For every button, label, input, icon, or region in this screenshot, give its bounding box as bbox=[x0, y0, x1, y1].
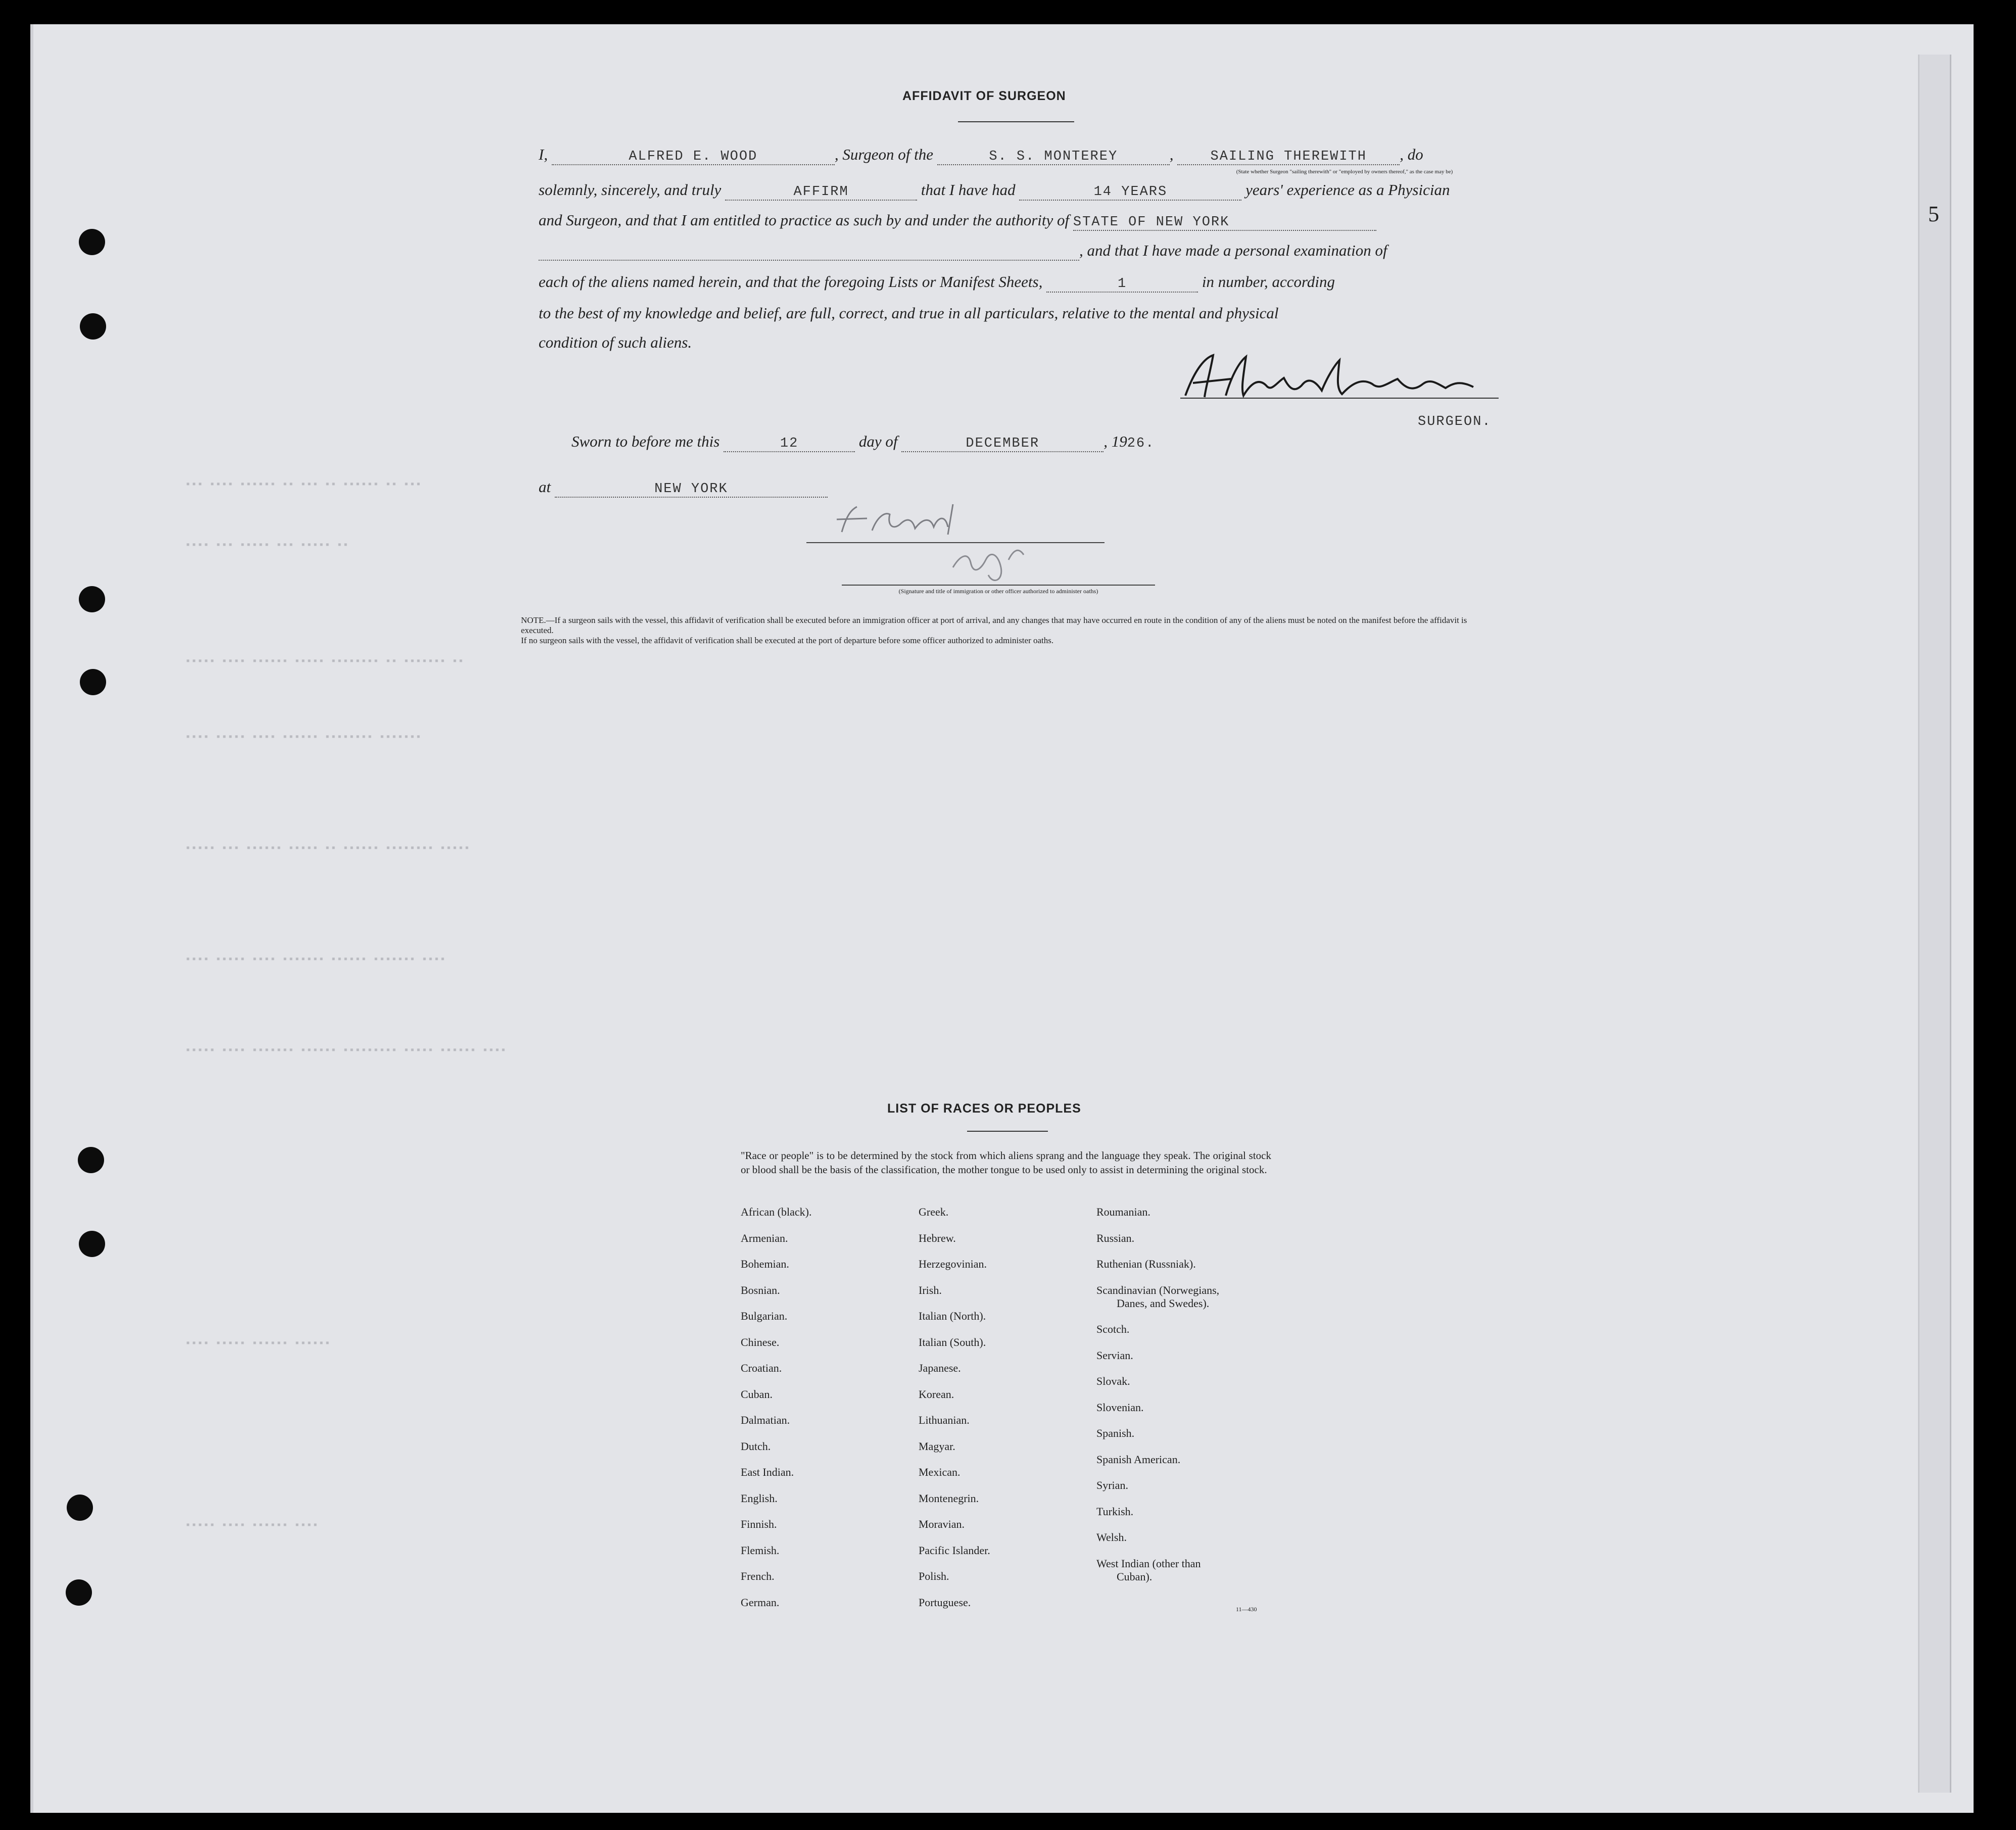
binder-hole bbox=[67, 1495, 93, 1521]
bleed-through-text: ▪▪▪▪ ▪▪▪▪▪ ▪▪▪▪ ▪▪▪▪▪▪▪ ▪▪▪▪▪▪ ▪▪▪▪▪▪▪ ▪▪▪▪ bbox=[185, 954, 446, 966]
race-item: Herzegovinian. bbox=[919, 1258, 987, 1270]
form-code: 11—430 bbox=[1236, 1606, 1257, 1613]
race-item: Irish. bbox=[919, 1283, 942, 1296]
race-item: Turkish. bbox=[1096, 1505, 1134, 1518]
race-item: Syrian. bbox=[1096, 1479, 1128, 1491]
race-item: Bohemian. bbox=[741, 1258, 789, 1270]
race-item: Spanish. bbox=[1096, 1427, 1135, 1439]
race-item: Italian (South). bbox=[919, 1335, 986, 1349]
sworn-line: Sworn to before me this 12 day of DECEMBER , 1926. bbox=[571, 432, 1155, 451]
race-item: Slovak. bbox=[1096, 1375, 1130, 1387]
race-item: German. bbox=[741, 1596, 780, 1609]
race-item: Flemish. bbox=[741, 1544, 780, 1557]
sworn-month-field: DECEMBER bbox=[901, 436, 1103, 452]
sworn-day-field: 12 bbox=[724, 436, 855, 452]
affidavit-line-3: and Surgeon, and that I am entitled to practice as such by and under the authority of STATE OF NEW YORK bbox=[539, 211, 1376, 231]
race-item: Servian. bbox=[1096, 1349, 1133, 1362]
binder-hole bbox=[66, 1579, 92, 1606]
races-title: LIST OF RACES OR PEOPLES bbox=[887, 1101, 1081, 1116]
vessel-field: S. S. MONTEREY bbox=[937, 149, 1170, 165]
bleed-through-text: ▪▪▪ ▪▪▪▪ ▪▪▪▪▪▪ ▪▪ ▪▪▪ ▪▪ ▪▪▪▪▪▪ ▪▪ ▪▪▪ bbox=[185, 479, 422, 491]
race-item: Italian (North). bbox=[919, 1310, 986, 1322]
race-item: Chinese. bbox=[741, 1335, 780, 1349]
race-item: Danes, and Swedes). bbox=[1117, 1296, 1210, 1310]
races-title-rule bbox=[967, 1131, 1048, 1132]
race-item: Dutch. bbox=[741, 1439, 771, 1453]
sheets-count-field: 1 bbox=[1046, 276, 1198, 293]
race-item: Mexican. bbox=[919, 1466, 961, 1478]
race-item: Korean. bbox=[919, 1387, 954, 1401]
sworn-year-field: 26. bbox=[1127, 436, 1155, 451]
affidavit-line-6: to the best of my knowledge and belief, are full, correct, and true in all particulars, relative to the mental and physical bbox=[539, 304, 1279, 322]
race-item: Moravian. bbox=[919, 1518, 965, 1530]
authority-field: STATE OF NEW YORK bbox=[1073, 215, 1376, 231]
authority-continuation-field bbox=[539, 242, 1079, 261]
affidavit-line-2: solemnly, sincerely, and truly AFFIRM that I have had 14 YEARS years' experience as a Physician bbox=[539, 181, 1450, 200]
race-item: Spanish American. bbox=[1096, 1453, 1181, 1466]
race-item: Roumanian. bbox=[1096, 1206, 1150, 1218]
sworn-place-field: NEW YORK bbox=[555, 481, 828, 498]
race-item: Lithuanian. bbox=[919, 1414, 970, 1426]
race-item: Croatian. bbox=[741, 1362, 782, 1374]
race-item: Bulgarian. bbox=[741, 1310, 788, 1322]
race-item: Finnish. bbox=[741, 1518, 777, 1530]
page-number: 5 bbox=[1928, 202, 1939, 226]
races-column-2 bbox=[919, 1206, 990, 1622]
race-item: Hebrew. bbox=[919, 1231, 956, 1244]
bleed-through-text: ▪▪▪▪ ▪▪▪▪▪ ▪▪▪▪▪▪ ▪▪▪▪▪▪ bbox=[185, 1338, 331, 1350]
affidavit-note: NOTE.—If a surgeon sails with the vessel, this affidavit of verification shall be executed before an immigration officer at port of arrival, and any changes that may have occurred en route in the condition of any of the aliens must be noted on the manifest before the affidavit is executed. If no surgeon sails with the vessel, the affidavit of verification shall be executed at the port of departure before some officer authorized to administer oaths. bbox=[521, 615, 1467, 645]
race-item: Welsh. bbox=[1096, 1531, 1127, 1544]
affidavit-title: AFFIDAVIT OF SURGEON bbox=[902, 89, 1066, 103]
bleed-through-text: ▪▪▪▪ ▪▪▪ ▪▪▪▪▪ ▪▪▪ ▪▪▪▪▪ ▪▪ bbox=[185, 540, 349, 551]
surgeon-name-field: ALFRED E. WOOD bbox=[552, 149, 835, 165]
race-item: Japanese. bbox=[919, 1362, 961, 1374]
binder-hole bbox=[79, 586, 105, 612]
race-item: Magyar. bbox=[919, 1439, 955, 1453]
race-item: Portuguese. bbox=[919, 1596, 971, 1609]
binder-hole bbox=[79, 229, 105, 255]
race-item: Scandinavian (Norwegians, bbox=[1096, 1283, 1220, 1296]
race-item: Scotch. bbox=[1096, 1323, 1130, 1335]
race-item: French. bbox=[741, 1570, 775, 1582]
officer-caption: (Signature and title of immigration or other officer authorized to administer oaths) bbox=[898, 588, 1098, 595]
capacity-field: SAILING THEREWITH bbox=[1177, 149, 1400, 165]
race-item: Polish. bbox=[919, 1570, 949, 1582]
officer-signature bbox=[801, 499, 1155, 590]
affidavit-line-4: , and that I have made a personal examination of bbox=[539, 242, 1387, 261]
oath-type-field: AFFIRM bbox=[725, 184, 917, 201]
bleed-through-text: ▪▪▪▪▪ ▪▪▪▪ ▪▪▪▪▪▪ ▪▪▪▪▪ ▪▪▪▪▪▪▪▪ ▪▪ ▪▪▪▪▪▪▪ ▪▪ bbox=[185, 656, 464, 667]
binder-hole bbox=[78, 1147, 104, 1173]
race-item: Cuban). bbox=[1117, 1570, 1153, 1583]
race-item: English. bbox=[741, 1491, 778, 1505]
title-rule bbox=[958, 121, 1074, 122]
race-item: Montenegrin. bbox=[919, 1491, 979, 1505]
affidavit-line-7: condition of such aliens. bbox=[539, 333, 692, 351]
race-item: Greek. bbox=[919, 1206, 949, 1218]
surgeon-title: SURGEON. bbox=[1418, 414, 1492, 429]
binder-hole bbox=[80, 313, 106, 340]
page-stack-edge bbox=[1918, 55, 1951, 1793]
bleed-through-text: ▪▪▪▪▪ ▪▪▪▪ ▪▪▪▪▪▪▪ ▪▪▪▪▪▪ ▪▪▪▪▪▪▪▪▪ ▪▪▪▪▪ ▪▪▪▪▪▪ ▪▪▪▪ bbox=[185, 1045, 507, 1056]
binder-hole bbox=[80, 669, 106, 695]
race-item: African (black). bbox=[741, 1206, 812, 1218]
race-item: Pacific Islander. bbox=[919, 1544, 990, 1557]
binder-hole bbox=[79, 1231, 105, 1257]
races-column-3 bbox=[1096, 1206, 1219, 1596]
bleed-through-text: ▪▪▪▪ ▪▪▪▪▪ ▪▪▪▪ ▪▪▪▪▪▪ ▪▪▪▪▪▪▪▪ ▪▪▪▪▪▪▪ bbox=[185, 732, 422, 743]
races-column-1 bbox=[741, 1206, 811, 1622]
bleed-through-text: ▪▪▪▪▪ ▪▪▪▪ ▪▪▪▪▪▪ ▪▪▪▪ bbox=[185, 1520, 319, 1531]
sworn-place-line: at NEW YORK bbox=[539, 478, 828, 498]
races-intro: "Race or people" is to be determined by the stock from which aliens sprang and the language they speak. The original stock or blood shall be the basis of the classification, the mother tongue to be used only to assist in determining the original stock. bbox=[741, 1149, 1271, 1176]
race-item: West Indian (other than bbox=[1096, 1557, 1201, 1570]
race-item: Cuban. bbox=[741, 1387, 773, 1401]
capacity-note: (State whether Surgeon "sailing therewith" or "employed by owners thereof," as the case may be) bbox=[1236, 169, 1453, 175]
race-item: Slovenian. bbox=[1096, 1401, 1144, 1414]
affidavit-line-5: each of the aliens named herein, and that the foregoing Lists or Manifest Sheets, 1 in number, according bbox=[539, 273, 1335, 292]
years-field: 14 YEARS bbox=[1019, 184, 1241, 201]
race-item: Bosnian. bbox=[741, 1283, 780, 1296]
bleed-through-text: ▪▪▪▪▪ ▪▪▪ ▪▪▪▪▪▪ ▪▪▪▪▪ ▪▪ ▪▪▪▪▪▪ ▪▪▪▪▪▪▪▪ ▪▪▪▪▪ bbox=[185, 843, 470, 854]
surgeon-signature bbox=[1175, 348, 1499, 408]
race-item: Ruthenian (Russniak). bbox=[1096, 1258, 1196, 1270]
race-item: Armenian. bbox=[741, 1231, 788, 1244]
race-item: Russian. bbox=[1096, 1231, 1135, 1244]
race-item: East Indian. bbox=[741, 1466, 794, 1478]
race-item: Dalmatian. bbox=[741, 1414, 790, 1426]
manifest-sheet bbox=[30, 24, 1974, 1813]
affidavit-line-1: I, ALFRED E. WOOD , Surgeon of the S. S. MONTEREY , SAILING THEREWITH , do bbox=[539, 146, 1423, 164]
